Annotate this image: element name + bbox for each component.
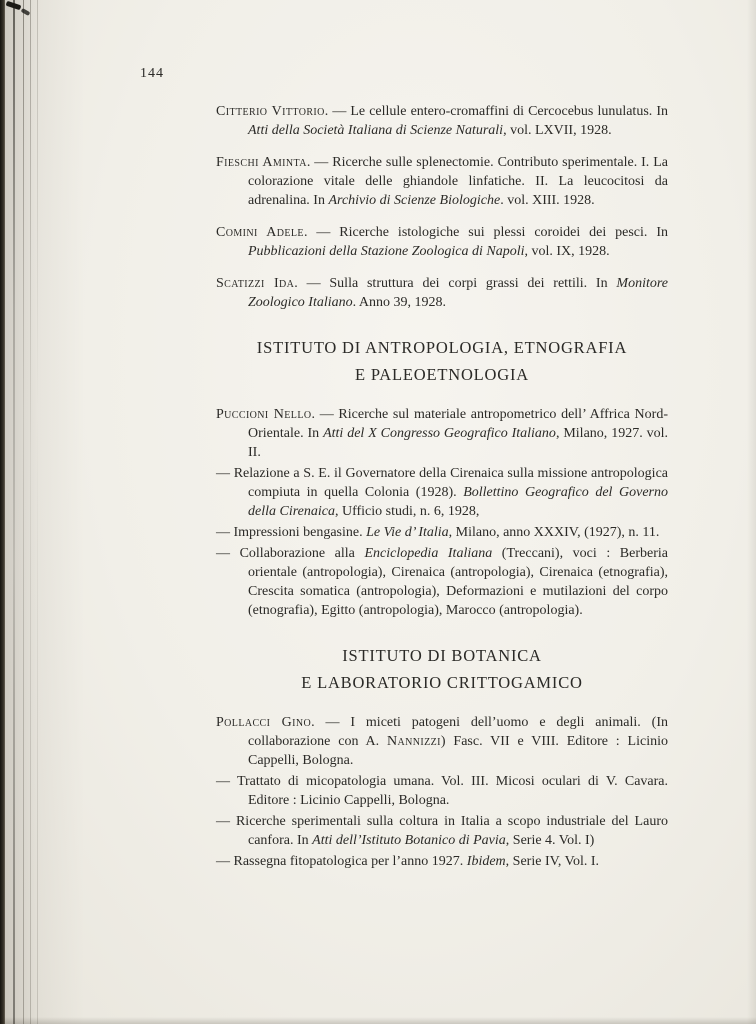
page-number: 144 [140,66,164,81]
italic-title-text: Ibidem [466,854,506,869]
bibliography-entry [216,405,668,462]
bibliography-entry [216,274,668,312]
entry-text: . — Sulla struttura dei corpi grassi dei rettili. In [294,276,617,291]
entry-text: , Serie 4. Vol. I) [505,833,595,848]
entry-text: , Milano, 1927. vol. II. [248,426,668,460]
binding-crease-line [30,0,31,1024]
entry-text: — Relazione a S. E. il Governatore della Cirenaica sulla missione antropologica compiuta in quella Colonia (1928). [216,466,668,500]
entry-text: , vol. LXVII, 1928. [503,123,612,138]
entry-text: . — I miceti patogeni dell’uomo e degli animali. (In collaborazione con A. [248,715,668,749]
entry-text: , Milano, anno XXXIV, (1927), n. 11. [448,525,660,540]
page-bottom-shadow [0,1017,756,1024]
page-right-shadow [747,0,756,1024]
entry-text: . vol. XIII. 1928. [500,193,595,208]
bibliography-entry [216,153,668,210]
italic-title-text: Atti dell’Istituto Botanico di Pavia [312,833,506,848]
author-name: Puccioni Nello [216,407,312,422]
section-heading-line: E PALEOETNOLOGIA [355,365,529,384]
entry-text: — Collaborazione alla [216,546,365,561]
author-name: Scatizzi Ida [216,276,295,291]
section-heading-line: ISTITUTO DI ANTROPOLOGIA, ETNOGRAFIA [256,338,628,357]
section-heading-line: E LABORATORIO CRITTOGAMICO [301,673,583,692]
entry-group [216,102,668,312]
entry-text: — Impressioni bengasine. [216,525,367,540]
bibliography-entry [216,772,668,810]
author-name: Comini Adele [216,225,304,240]
entry-text: (Treccani), voci : Berberia orientale (antropologia), Cirenaica (antropologia), Cirenaica (etnografia), Crescita somatica (antropologia), Deformazioni e mutilazioni del corpo (etnografia), Egitto (antropologia), Marocco (antropologia). [248,546,668,618]
entry-group [216,405,668,620]
entry-text: — Ricerche sperimentali sulla coltura in Italia a scopo industriale del Lauro canfora. In [216,814,668,848]
bibliography-entry [216,523,668,542]
bibliography-entry [216,102,668,140]
entry-group [216,713,668,871]
italic-title-text: Enciclopedia Italiana [364,546,493,561]
entry-text: ) Fasc. VII e VIII. Editore : Licinio Cappelli, Bologna. [248,734,668,768]
italic-title-text: Atti del X Congresso Geografico Italiano [323,426,556,441]
author-name: Fieschi Aminta [216,155,307,170]
entry-text: . — Ricerche sulle splenectomie. Contributo sperimentale. I. La colorazione vitale delle ghiandole linfatiche. II. La leucocitosi da adrenalina. In [248,155,669,208]
italic-title-text: Monitore Zoologico Italiano [248,276,668,310]
entry-text: . — Le cellule entero-cromaffini di Cercocebus lunulatus. In [324,104,668,119]
author-name: Pollacci Gino [216,715,312,730]
bibliography-entry [216,852,668,871]
italic-title-text: Archivio di Scienze Biologiche [328,193,501,208]
binding-crease-line [13,0,15,1024]
text-block [216,102,668,873]
section-heading [216,642,668,696]
entry-text: — Rassegna fitopatologica per l’anno 1927. [216,854,467,869]
entry-text: , Ufficio studi, n. 6, 1928, [334,504,480,519]
entry-text: — Trattato di micopatologia umana. Vol. III. Micosi oculari di V. Cavara. Editore : Licinio Cappelli, Bologna. [216,774,668,808]
bibliography-entry [216,544,668,620]
entry-text: . — Ricerche istologiche sui plessi coroidei dei pesci. In [303,225,668,240]
italic-title-text: Atti della Società Italiana di Scienze Naturali [248,123,504,138]
binding-crease-line [37,0,38,1024]
italic-title-text: Pubblicazioni della Stazione Zoologica di Napoli [248,244,525,259]
section-heading-line: ISTITUTO DI BOTANICA [342,646,542,665]
entry-text: , Serie IV, Vol. I. [505,854,600,869]
bibliography-entry [216,713,668,770]
author-name: Nannizzi [387,734,441,749]
entry-text: . — Ricerche sul materiale antropometrico dell’ Affrica Nord-Orientale. In [248,407,668,441]
section-heading [216,334,668,388]
entry-text: , vol. IX, 1928. [524,244,610,259]
italic-title-text: Le Vie d’ Italia [366,525,449,540]
author-name: Citterio Vittorio [216,104,325,119]
bibliography-entry [216,812,668,850]
binding-crease-line [23,0,24,1024]
italic-title-text: Bollettino Geografico del Governo della Cirenaica [248,485,668,519]
bibliography-entry [216,464,668,521]
bibliography-entry [216,223,668,261]
entry-text: . Anno 39, 1928. [352,295,446,310]
binding-edge [0,0,5,1024]
